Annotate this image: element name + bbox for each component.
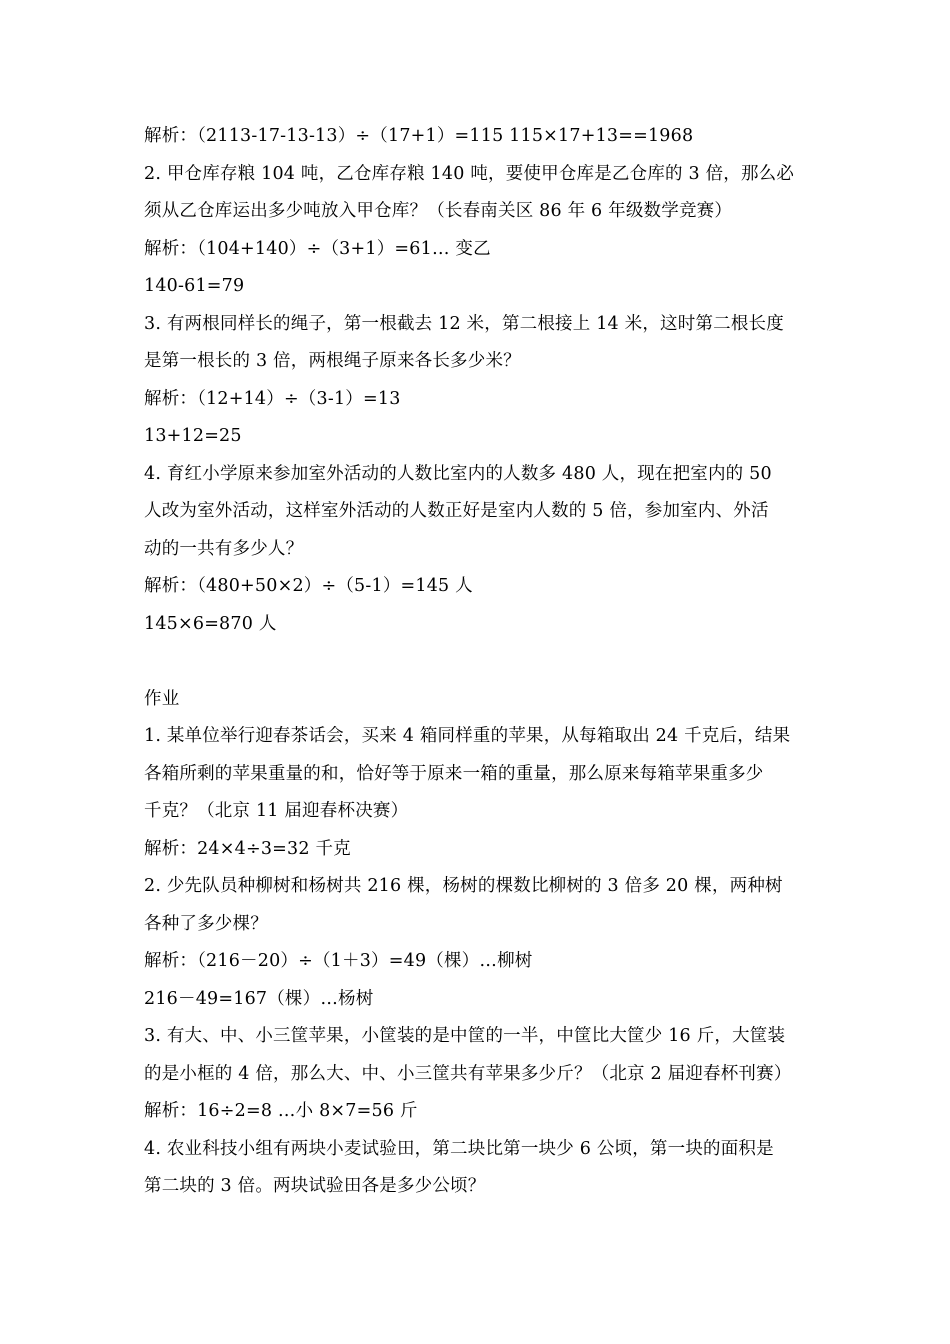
homework-3-line-1: 3. 有大、中、小三筐苹果，小筐装的是中筐的一半，中筐比大筐少 16 斤，大筐装 [144, 1026, 786, 1046]
problem-4-line-3: 动的一共有多少人？ [144, 538, 304, 559]
homework-4-line-2: 第二块的 3 倍。两块试验田各是多少公顷？ [144, 1176, 486, 1196]
document-page [144, 118, 812, 1206]
problem-2-line-1: 2. 甲仓库存粮 104 吨，乙仓库存粮 140 吨，要使甲仓库是乙仓库的 3 倍，那么必 [144, 163, 795, 184]
problem-4-line-2: 人改为室外活动，这样室外活动的人数正好是室内人数的 5 倍，参加室内、外活 [144, 501, 769, 521]
homework-2-solution-1: 解析：（216－20）÷（1＋3）=49（棵）…柳树 [144, 951, 533, 971]
section-gap [144, 643, 812, 681]
solution-2-line-2: 140-61=79 [144, 276, 245, 296]
solution-3-line-2: 13+12=25 [144, 426, 242, 446]
text-line: 解析：（2113-17-13-13）÷（17+1）=115 115×17+13==1968 [144, 126, 694, 146]
solution-2-line-1: 解析：（104+140）÷（3+1）=61… 变乙 [144, 238, 491, 259]
solution-3-line-1: 解析：（12+14）÷（3-1）=13 [144, 388, 401, 409]
homework-2-line-1: 2. 少先队员种柳树和杨树共 216 棵，杨树的棵数比柳树的 3 倍多 20 棵，两种树 [144, 876, 783, 896]
homework-3-line-2: 的是小框的 4 倍，那么大、中、小三筐共有苹果多少斤？（北京 2 届迎春杯刊赛） [144, 1063, 792, 1084]
homework-3-solution: 解析：16÷2=8 …小 8×7=56 斤 [144, 1101, 418, 1121]
problem-4-line-1: 4. 育红小学原来参加室外活动的人数比室内的人数多 480 人，现在把室内的 50 [144, 463, 772, 484]
problem-2-line-2: 须从乙仓库运出多少吨放入甲仓库？（长春南关区 86 年 6 年级数学竞赛） [144, 201, 733, 221]
problem-3-line-2: 是第一根长的 3 倍，两根绳子原来各长多少米？ [144, 351, 521, 371]
homework-4-line-1: 4. 农业科技小组有两块小麦试验田，第二块比第一块少 6 公顷，第一块的面积是 [144, 1138, 774, 1159]
homework-1-solution: 解析：24×4÷3=32 千克 [144, 838, 351, 859]
problem-3-line-1: 3. 有两根同样长的绳子，第一根截去 12 米，第二根接上 14 米，这时第二根长度 [144, 313, 784, 334]
homework-1-line-1: 1. 某单位举行迎春茶话会，买来 4 箱同样重的苹果，从每箱取出 24 千克后，结果 [144, 726, 791, 746]
homework-1-line-3: 千克？（北京 11 届迎春杯决赛） [144, 801, 409, 821]
homework-1-line-2: 各箱所剩的苹果重量的和，恰好等于原来一箱的重量，那么原来每箱苹果重多少 [144, 763, 764, 784]
homework-2-solution-2: 216－49=167（棵）…杨树 [144, 988, 374, 1009]
homework-heading: 作业 [144, 688, 180, 709]
solution-4-line-1: 解析：（480+50×2）÷（5-1）=145 人 [144, 576, 473, 596]
solution-4-line-2: 145×6=870 人 [144, 613, 277, 634]
homework-2-line-2: 各种了多少棵？ [144, 913, 268, 934]
